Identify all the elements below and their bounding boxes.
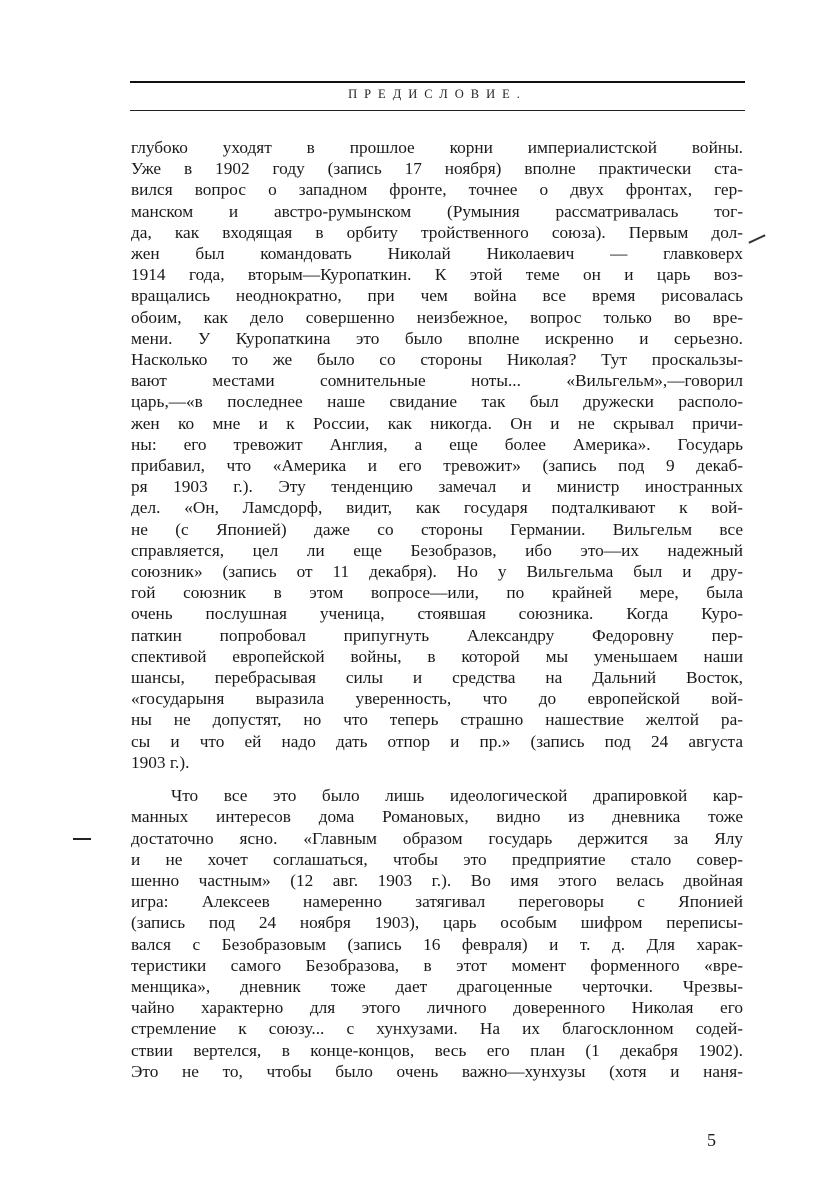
text-line: прибавил, что «Америка и его тревожит» (запись под 9 декаб-	[131, 456, 743, 476]
text-line: достаточно ясно. «Главным образом государь держится за Ялу	[131, 828, 743, 848]
text-line: теристики самого Безобразова, в этот момент форменного «вре-	[131, 955, 743, 975]
text-line: игра: Алексеев намеренно затягивал переговоры с Японией	[131, 892, 743, 912]
text-line: спективой европейской войны, в которой мы уменьшаем наши	[131, 646, 743, 666]
header-rule-top	[130, 81, 745, 83]
text-line: Уже в 1902 году (запись 17 ноября) вполне практически ста-	[131, 159, 743, 179]
header-rule-bottom	[130, 110, 745, 111]
text-line: 1914 года, вторым—Куропаткин. К этой теме он и царь воз-	[131, 265, 743, 285]
margin-pen-mark	[748, 234, 765, 243]
text-line: да, как входящая в орбиту тройственного союза). Первым дол-	[131, 222, 743, 242]
text-line: Насколько то же было со стороны Николая? Тут проскальзы-	[131, 350, 743, 370]
text-line: ны: его тревожит Англия, а еще более Америка». Государь	[131, 434, 743, 454]
text-line: жен ко мне и к России, как никогда. Он и не скрывал причи-	[131, 413, 743, 433]
text-line: вают местами сомнительные ноты... «Вильгельм»,—говорил	[131, 371, 743, 391]
text-line: мени. У Куропаткина это было вполне искренно и серьезно.	[131, 328, 743, 348]
text-line: гой союзник в этом вопросе—или, по крайней мере, была	[131, 583, 743, 603]
text-line: дел. «Он, Ламсдорф, видит, как государя подталкивают к вой-	[131, 498, 743, 518]
text-line: шансы, перебрасывая силы и средства на Дальний Восток,	[131, 668, 743, 688]
text-line: Это не то, чтобы было очень важно—хунхузы (хотя и наня-	[131, 1061, 743, 1081]
text-line: менщика», дневник тоже дает драгоценные черточки. Чрезвы-	[131, 976, 743, 996]
text-line: жен был командовать Николай Николаевич — главковерх	[131, 244, 743, 264]
margin-dash-mark	[73, 838, 91, 840]
text-line: глубоко уходят в прошлое корни империалистской войны.	[131, 138, 743, 157]
text-line: вился вопрос о западном фронте, точнее о двух фронтах, гер-	[131, 180, 743, 200]
text-line: Что все это было лишь идеологической драпировкой кар-	[171, 786, 743, 806]
text-line: манском и австро-румынском (Румыния рассматривалась тог-	[131, 201, 743, 221]
text-line: обоим, как дело совершенно неизбежное, вопрос только во вре-	[131, 307, 743, 327]
text-line: справляется, цел ли еще Безобразов, ибо это—их надежный	[131, 540, 743, 560]
text-line: ствии вертелся, в конце-концов, весь его план (1 декабря 1902).	[131, 1040, 743, 1060]
paragraph-2	[131, 785, 743, 1082]
text-line: шенно частным» (12 авг. 1903 г.). Во имя этого велась двойная	[131, 870, 743, 890]
text-line: и не хочет соглашаться, чтобы это предприятие стало совер-	[131, 849, 743, 869]
text-line: 1903 г.).	[131, 752, 190, 772]
text-line: (запись под 24 ноября 1903), царь особым шифром переписы-	[131, 913, 743, 933]
text-line: манных интересов дома Романовых, видно из дневника тоже	[131, 807, 743, 827]
page-number: 5	[707, 1130, 716, 1150]
text-line: паткин попробовал припугнуть Александру Федоровну пер-	[131, 625, 743, 645]
page-header: ПРЕДИСЛОВИЕ.	[348, 87, 527, 101]
body-text	[131, 137, 743, 1082]
text-line: царь,—«в последнее наше свидание так был дружески располо-	[131, 392, 743, 412]
text-line: очень послушная ученица, стоявшая союзника. Когда Куро-	[131, 604, 743, 624]
text-line: союзник» (запись от 11 декабря). Но у Вильгельма был и дру-	[131, 562, 743, 582]
text-line: стремление к союзу... с хунхузами. На их благосклонном содей-	[131, 1019, 743, 1039]
text-line: «государыня выразила уверенность, что до европейской вой-	[131, 689, 743, 709]
text-line: не (с Японией) даже со стороны Германии. Вильгельм все	[131, 519, 743, 539]
paragraph-1	[131, 137, 743, 773]
text-line: чайно характерно для этого личного доверенного Николая его	[131, 998, 743, 1018]
text-line: вался с Безобразовым (запись 16 февраля) и т. д. Для харак-	[131, 934, 743, 954]
text-line: ны не допустят, но что теперь страшно нашествие желтой ра-	[131, 710, 743, 730]
text-line: вращались неоднократно, при чем война все время рисовалась	[131, 286, 743, 306]
text-line: ря 1903 г.). Эту тенденцию замечал и министр иностранных	[131, 477, 743, 497]
text-line: сы и что ей надо дать отпор и пр.» (запись под 24 августа	[131, 731, 743, 751]
